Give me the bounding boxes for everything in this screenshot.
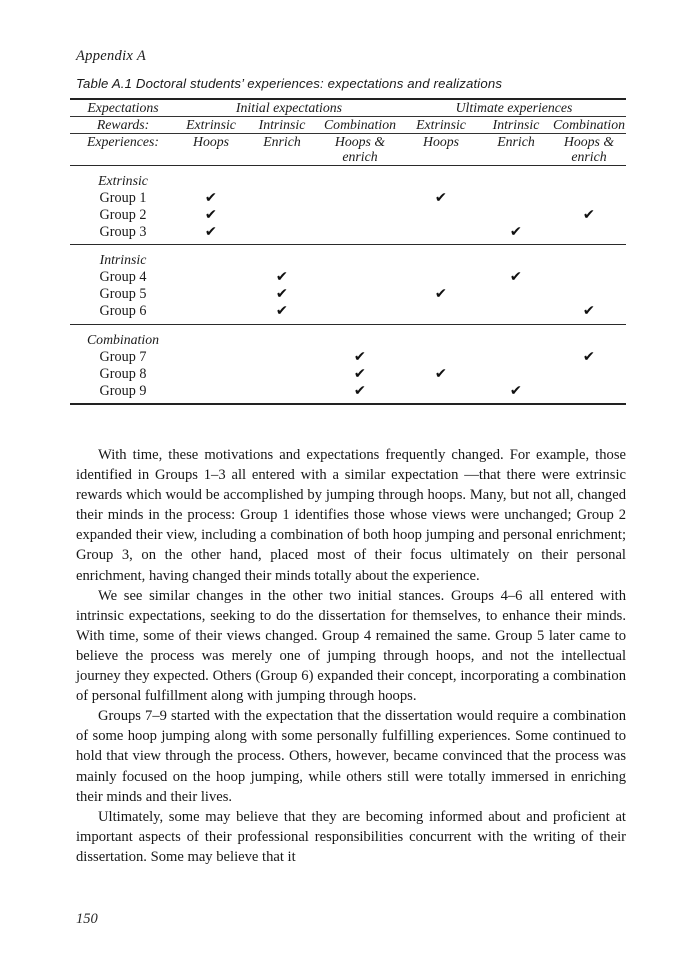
- cell-g8-ultimate-extrinsic: [402, 366, 480, 383]
- table-row: [70, 366, 626, 383]
- check-icon: ✔: [582, 206, 596, 223]
- cell-g4-ultimate-intrinsic: [480, 269, 552, 286]
- cell-g6-ultimate-extrinsic: [402, 303, 480, 320]
- cell-g8-initial-intrinsic: [246, 366, 318, 383]
- cell-g3-initial-extrinsic: [176, 224, 246, 241]
- cell-g3-ultimate-intrinsic: [480, 224, 552, 241]
- rewards-col-initial-combination: Combination: [323, 117, 397, 132]
- check-icon: ✔: [353, 348, 367, 365]
- table-row: [70, 224, 626, 241]
- section-header-row: [70, 173, 626, 190]
- experiences-ultimate-combo-line1: Hoops &: [563, 134, 615, 149]
- table-row: [70, 269, 626, 286]
- cell-g8-ultimate-combination: [552, 366, 626, 383]
- cell-g5-ultimate-extrinsic: [402, 286, 480, 303]
- row-label-group-9: Group 9: [99, 382, 147, 399]
- cell-g7-initial-combination: [318, 349, 402, 366]
- cell-g6-initial-combination: [318, 303, 402, 320]
- check-icon: ✔: [509, 223, 523, 240]
- cell-g7-ultimate-extrinsic: [402, 349, 480, 366]
- cell-g5-initial-intrinsic: [246, 286, 318, 303]
- section-spacer: [70, 166, 626, 173]
- rewards-label: Rewards:: [96, 117, 150, 132]
- cell-g4-ultimate-combination: [552, 269, 626, 286]
- section-spacer: [70, 245, 626, 252]
- check-icon: ✔: [509, 382, 523, 399]
- cell-g5-initial-combination: [318, 286, 402, 303]
- rewards-col-ultimate-intrinsic: Intrinsic: [492, 117, 540, 132]
- section-header-row: [70, 252, 626, 269]
- table-a1: [70, 98, 626, 405]
- table-row: [70, 349, 626, 366]
- check-icon: ✔: [204, 206, 218, 223]
- rewards-col-initial-extrinsic: Extrinsic: [186, 117, 236, 132]
- appendix-heading: Appendix A: [76, 48, 146, 64]
- cell-g1-initial-combination: [318, 190, 402, 207]
- row-label-group-4: Group 4: [99, 269, 147, 286]
- table-group-header-row: [70, 100, 626, 117]
- row-label-group-3: Group 3: [99, 223, 147, 240]
- table-caption: Table A.1 Doctoral students’ experiences: expectations and realizations: [76, 76, 503, 91]
- experiences-col-ultimate-hoops-enrich: [552, 134, 626, 165]
- paragraph-2: We see similar changes in the other two initial stances. Groups 4–6 all entered with intrinsic expectations, seeking to do the dissertation for themselves, to enhance their minds. With time, some of their views changed. Group 4 remained the same. Group 5 later came to believe the process was merely one of jumping through hoops, and not the intellectual journey they expected. Others (Group 6) expanded their concept, incorporating a combination of personal fulfillment along with jumping through hoops.: [76, 587, 626, 705]
- cell-g5-ultimate-combination: [552, 286, 626, 303]
- cell-g3-ultimate-combination: [552, 224, 626, 241]
- cell-g7-initial-extrinsic: [176, 349, 246, 366]
- experiences-col-initial-enrich: Enrich: [263, 134, 301, 149]
- rewards-col-initial-intrinsic: Intrinsic: [258, 117, 306, 132]
- cell-g1-ultimate-extrinsic: [402, 190, 480, 207]
- header-initial-expectations: Initial expectations: [235, 100, 343, 115]
- section-label-intrinsic: Intrinsic: [99, 252, 147, 268]
- rewards-col-ultimate-combination: Combination: [552, 117, 626, 132]
- check-icon: ✔: [434, 365, 448, 382]
- cell-g1-initial-intrinsic: [246, 190, 318, 207]
- section-spacer: [70, 325, 626, 332]
- cell-g6-initial-extrinsic: [176, 303, 246, 320]
- cell-g9-ultimate-intrinsic: [480, 383, 552, 400]
- table-rule-bottom: [70, 404, 626, 405]
- paragraph-4: Ultimately, some may believe that they are becoming informed about and proficient at important aspects of their professional responsibilities concurrent with the writing of their dissertation. Some may believe that it: [76, 808, 626, 865]
- row-label-group-8: Group 8: [99, 365, 147, 382]
- rewards-col-ultimate-extrinsic: Extrinsic: [416, 117, 466, 132]
- cell-g8-initial-combination: [318, 366, 402, 383]
- cell-g7-ultimate-combination: [552, 349, 626, 366]
- cell-g8-ultimate-intrinsic: [480, 366, 552, 383]
- check-icon: ✔: [204, 223, 218, 240]
- expectations-matrix-table: [70, 98, 626, 405]
- experiences-col-initial-hoops-enrich: [318, 134, 402, 165]
- page-number: 150: [76, 911, 98, 927]
- cell-g2-ultimate-extrinsic: [402, 207, 480, 224]
- row-label-group-6: Group 6: [99, 303, 147, 320]
- experiences-ultimate-combo-line2: enrich: [571, 149, 607, 165]
- cell-g1-initial-extrinsic: [176, 190, 246, 207]
- cell-g7-initial-intrinsic: [246, 349, 318, 366]
- cell-g4-initial-extrinsic: [176, 269, 246, 286]
- check-icon: ✔: [434, 189, 448, 206]
- experiences-col-ultimate-enrich: Enrich: [497, 134, 535, 149]
- cell-g2-initial-intrinsic: [246, 207, 318, 224]
- cell-g2-ultimate-intrinsic: [480, 207, 552, 224]
- table-row: [70, 303, 626, 320]
- cell-g2-initial-extrinsic: [176, 207, 246, 224]
- table-row: [70, 286, 626, 303]
- cell-g6-initial-intrinsic: [246, 303, 318, 320]
- header-expectations: Expectations: [87, 100, 159, 115]
- check-icon: ✔: [582, 348, 596, 365]
- cell-g5-initial-extrinsic: [176, 286, 246, 303]
- cell-g5-ultimate-intrinsic: [480, 286, 552, 303]
- cell-g7-ultimate-intrinsic: [480, 349, 552, 366]
- table-row: [70, 207, 626, 224]
- cell-g9-initial-combination: [318, 383, 402, 400]
- cell-g8-initial-extrinsic: [176, 366, 246, 383]
- cell-g2-initial-combination: [318, 207, 402, 224]
- cell-g3-initial-intrinsic: [246, 224, 318, 241]
- cell-g2-ultimate-combination: [552, 207, 626, 224]
- row-label-group-2: Group 2: [99, 206, 147, 223]
- section-label-extrinsic: Extrinsic: [98, 172, 148, 188]
- table-row: [70, 190, 626, 207]
- cell-g4-initial-combination: [318, 269, 402, 286]
- experiences-col-initial-hoops: Hoops: [192, 134, 230, 149]
- check-icon: ✔: [582, 303, 596, 320]
- experiences-initial-combo-line1: Hoops &: [334, 134, 386, 149]
- cell-g9-ultimate-combination: [552, 383, 626, 400]
- cell-g4-ultimate-extrinsic: [402, 269, 480, 286]
- check-icon: ✔: [434, 286, 448, 303]
- experiences-initial-combo-line2: enrich: [342, 149, 378, 165]
- cell-g1-ultimate-intrinsic: [480, 190, 552, 207]
- cell-g9-initial-intrinsic: [246, 383, 318, 400]
- experiences-label: Experiences:: [86, 134, 159, 149]
- check-icon: ✔: [509, 269, 523, 286]
- row-label-group-7: Group 7: [99, 348, 147, 365]
- paragraph-1: With time, these motivations and expectations frequently changed. For example, those identified in Groups 1–3 all entered with a similar expectation —that there were extrinsic rewards which would be accomplished by jumping through hoops. Many, but not all, changed their minds in the process: Group 1 identifies those whose views were unchanged; Group 2 expanded their view, including a combination of both hoop jumping and personal enrichment; Group 3, on the other hand, placed most of their focus ultimately on their personal enrichment, having changed their minds totally about the experience.: [76, 447, 626, 584]
- row-label-group-1: Group 1: [99, 189, 147, 206]
- cell-g9-initial-extrinsic: [176, 383, 246, 400]
- check-icon: ✔: [204, 189, 218, 206]
- row-label-group-5: Group 5: [99, 286, 147, 303]
- check-icon: ✔: [275, 269, 289, 286]
- paragraph-3: Groups 7–9 started with the expectation that the dissertation would require a combination of some hoop jumping along with some personally fulfilling experiences. Some continued to hold that view through the process. Others, however, became convinced that the process was mainly focused on the hoop jumping, while others still were totally immersed in enriching their minds and their lives.: [76, 708, 626, 805]
- cell-g3-initial-combination: [318, 224, 402, 241]
- cell-g3-ultimate-extrinsic: [402, 224, 480, 241]
- cell-g9-ultimate-extrinsic: [402, 383, 480, 400]
- table-experiences-row: [70, 134, 626, 165]
- header-ultimate-experiences: Ultimate experiences: [455, 100, 573, 115]
- cell-g1-ultimate-combination: [552, 190, 626, 207]
- cell-g6-ultimate-combination: [552, 303, 626, 320]
- check-icon: ✔: [353, 382, 367, 399]
- section-label-combination: Combination: [86, 331, 160, 347]
- table-rewards-row: [70, 117, 626, 134]
- cell-g6-ultimate-intrinsic: [480, 303, 552, 320]
- body-text-block: [76, 445, 626, 867]
- cell-g4-initial-intrinsic: [246, 269, 318, 286]
- check-icon: ✔: [275, 303, 289, 320]
- experiences-col-ultimate-hoops: Hoops: [422, 134, 460, 149]
- check-icon: ✔: [275, 286, 289, 303]
- check-icon: ✔: [353, 365, 367, 382]
- table-row: [70, 383, 626, 400]
- section-header-row: [70, 332, 626, 349]
